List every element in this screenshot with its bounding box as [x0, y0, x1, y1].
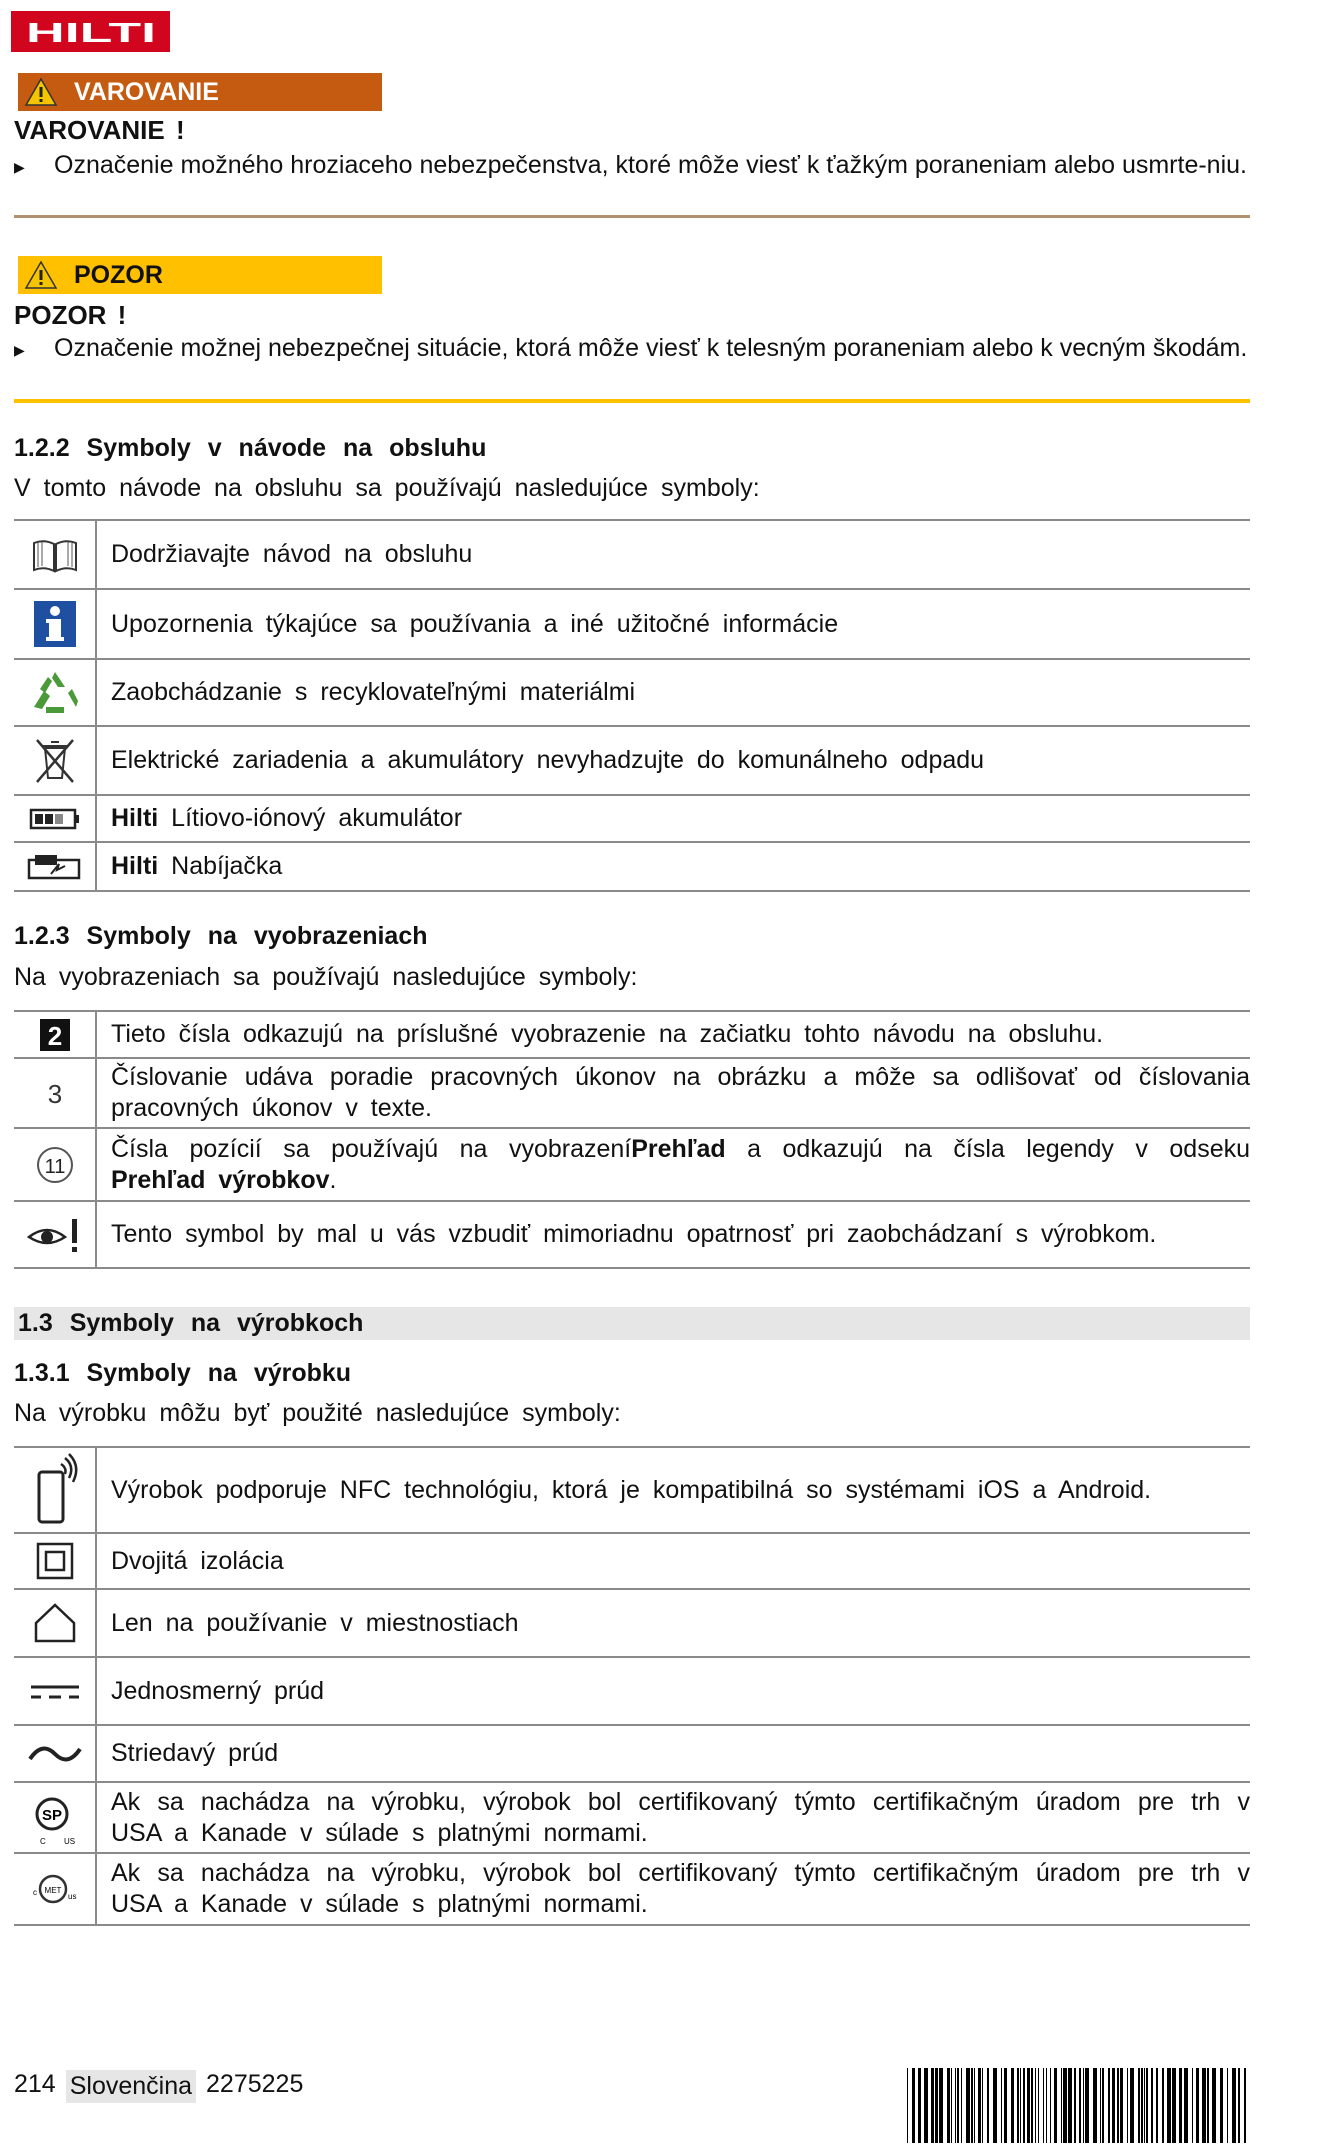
caution-banner-label: POZOR [74, 260, 163, 289]
barcode-icon [907, 2068, 1250, 2143]
symbol-description [96, 659, 1250, 726]
table-row [14, 1725, 1250, 1782]
barcode-bar [1184, 2068, 1188, 2143]
barcode-bar [1227, 2068, 1228, 2143]
doc-number: 2275225 [206, 2070, 304, 2098]
svg-text:C: C [39, 1836, 46, 1846]
caution-text: Označenie možnej nebezpečnej situácie, ktorá môže viesť k telesným poraneniam alebo k vecným škodám. [54, 334, 1248, 362]
barcode-bar [1011, 2068, 1014, 2143]
barcode-bar [1083, 2068, 1084, 2143]
symbol-description [96, 1058, 1250, 1128]
barcode-bar [1043, 2068, 1044, 2143]
barcode-bar [1196, 2068, 1199, 2143]
bold-text: Hilti [111, 804, 159, 832]
svg-text:us: us [67, 1892, 76, 1901]
barcode-bar [1244, 2068, 1246, 2143]
section-1-3-heading: 1.3 Symboly na výrobkoch [14, 1307, 1250, 1340]
barcode-bar [1192, 2068, 1193, 2143]
table-row [14, 589, 1250, 659]
barcode-bar [1238, 2068, 1240, 2143]
barcode-bar [1017, 2068, 1019, 2143]
text: Číslovanie udáva poradie pracovných úkonov na obrázku a môže sa odlišovať od číslovania pracovných úkonov v texte. [111, 1063, 1250, 1122]
barcode-bar [939, 2068, 943, 2143]
text: Lítiovo-iónový akumulátor [158, 804, 463, 832]
table-row [14, 1058, 1250, 1128]
recycle-icon [14, 659, 96, 726]
hilti-logo-icon [21, 19, 161, 45]
section-1-3-1-intro: Na výrobku môžu byť použité nasledujúce symboly: [14, 1399, 621, 1427]
section-1-2-2-heading: 1.2.2 Symboly v návode na obsluhu [14, 434, 487, 462]
table-row [14, 1533, 1250, 1589]
table-row [14, 1128, 1250, 1201]
barcode-bar [935, 2068, 938, 2143]
barcode-bar [1100, 2068, 1101, 2143]
svg-text:3: 3 [47, 1079, 62, 1110]
barcode-bar [982, 2068, 983, 2143]
barcode-bar [1004, 2068, 1007, 2143]
barcode-bar [1130, 2068, 1134, 2143]
crossed-bin-icon [14, 726, 96, 795]
barcode-bar [1050, 2068, 1051, 2143]
text: Jednosmerný prúd [111, 1676, 325, 1705]
section-1-2-3-heading: 1.2.3 Symboly na vyobrazeniach [14, 922, 428, 950]
barcode-bar [974, 2068, 975, 2143]
barcode-bar [1046, 2068, 1047, 2143]
warning-banner-label: VAROVANIE [74, 77, 219, 106]
barcode-bar [966, 2068, 970, 2143]
barcode-bar [1117, 2068, 1119, 2143]
barcode-bar [1151, 2068, 1153, 2143]
warning-triangle-icon [24, 260, 58, 290]
table-row [14, 659, 1250, 726]
bullet-arrow-icon: ▶ [14, 342, 25, 358]
bold-text: Hilti [111, 852, 159, 880]
text: Zaobchádzanie s recyklovateľnými materiálmi [111, 678, 636, 706]
met-mark-icon [14, 1853, 96, 1925]
svg-text:HILTI: HILTI [25, 18, 156, 45]
table-row [14, 520, 1250, 589]
symbol-description [96, 1782, 1250, 1853]
symbol-description [96, 842, 1250, 891]
alternating-current-icon [14, 1725, 96, 1782]
barcode-bar [1112, 2068, 1115, 2143]
barcode-bar [1001, 2068, 1002, 2143]
section-1-2-3-intro: Na vyobrazeniach sa používajú nasledujúce symboly: [14, 963, 638, 991]
table-row [14, 1447, 1250, 1533]
bold-text: Prehľad výrobkov [111, 1165, 330, 1194]
barcode-bar [1061, 2068, 1062, 2143]
barcode-bar [1054, 2068, 1057, 2143]
text: Ak sa nachádza na výrobku, výrobok bol certifikovaný týmto certifikačným úradom pre trh v USA a Kanade v súlade s platnými normami. [111, 1787, 1250, 1847]
barcode-bar [993, 2068, 997, 2143]
warning-bullet [14, 150, 1250, 183]
section-1-2-2-intro: V tomto návode na obsluhu sa používajú nasledujúce symboly: [14, 474, 760, 502]
barcode-bar [1068, 2068, 1072, 2143]
barcode-bar [924, 2068, 928, 2143]
barcode-bar [1063, 2068, 1067, 2143]
barcode-bar [947, 2068, 950, 2143]
table-row [14, 842, 1250, 891]
number-2-icon [14, 1011, 96, 1058]
text: Dodržiavajte návod na obsluhu [111, 540, 473, 568]
barcode-bar [931, 2068, 934, 2143]
number-3-icon [14, 1058, 96, 1128]
table-row [14, 1589, 1250, 1657]
page-footer [14, 2070, 303, 2103]
barcode-bar [1120, 2068, 1123, 2143]
barcode-bar [955, 2068, 956, 2143]
barcode-bar [1127, 2068, 1128, 2143]
csa-mark-icon [14, 1782, 96, 1853]
symbol-description [96, 1725, 1250, 1782]
book-icon [14, 520, 96, 589]
barcode-bar [1085, 2068, 1089, 2143]
barcode-bar [951, 2068, 952, 2143]
barcode-bar [1108, 2068, 1110, 2143]
barcode-bar [1038, 2068, 1039, 2143]
figure-symbols-table [14, 1010, 1250, 1269]
barcode-bar [1202, 2068, 1206, 2143]
barcode-bar [1156, 2068, 1158, 2143]
bold-text: Prehľad [631, 1134, 726, 1163]
svg-text:MET: MET [44, 1886, 61, 1895]
caution-divider [14, 399, 1250, 403]
barcode-bar [918, 2068, 921, 2143]
symbol-description [96, 1201, 1250, 1268]
text: Len na používanie v miestnostiach [111, 1608, 519, 1637]
nfc-phone-icon [14, 1447, 96, 1533]
barcode-bar [1220, 2068, 1223, 2143]
text: Elektrické zariadenia a akumulátory nevyhadzujte do komunálneho odpadu [111, 746, 985, 774]
table-row [14, 1657, 1250, 1725]
symbol-description [96, 1011, 1250, 1058]
barcode-bar [1079, 2068, 1081, 2143]
barcode-bar [1212, 2068, 1216, 2143]
table-row [14, 1853, 1250, 1925]
symbol-description [96, 1589, 1250, 1657]
charger-icon [14, 842, 96, 891]
symbol-description [96, 589, 1250, 659]
indoor-house-icon [14, 1589, 96, 1657]
svg-text:SP: SP [41, 1806, 62, 1824]
barcode-bar [987, 2068, 989, 2143]
warning-banner [18, 73, 382, 111]
barcode-bar [1074, 2068, 1076, 2143]
table-row [14, 1011, 1250, 1058]
barcode-bar [1179, 2068, 1182, 2143]
warning-divider [14, 215, 1250, 218]
text: Ak sa nachádza na výrobku, výrobok bol certifikovaný týmto certifikačným úradom pre trh v USA a Kanade v súlade s platnými normami. [111, 1859, 1250, 1918]
barcode-bar [1167, 2068, 1171, 2143]
barcode-bar [1027, 2068, 1030, 2143]
info-icon [14, 589, 96, 659]
svg-text:11: 11 [44, 1155, 65, 1178]
symbol-description [96, 1128, 1250, 1201]
footer-language: Slovenčina [66, 2070, 196, 2103]
barcode-bar [1035, 2068, 1036, 2143]
caution-banner [18, 256, 382, 294]
barcode-bar [1020, 2068, 1021, 2143]
section-1-3-1-heading: 1.3.1 Symboly na výrobku [14, 1359, 352, 1387]
table-row [14, 1201, 1250, 1268]
barcode-bar [1146, 2068, 1148, 2143]
warning-text: Označenie možného hroziaceho nebezpečenstva, ktoré môže viesť k ťažkým poraneniam alebo usmrte-niu. [54, 151, 1247, 179]
symbol-description [96, 1533, 1250, 1589]
symbol-description [96, 726, 1250, 795]
table-row [14, 795, 1250, 842]
eye-attention-icon [14, 1201, 96, 1268]
symbol-description [96, 1657, 1250, 1725]
bullet-arrow-icon: ▶ [14, 159, 25, 175]
table-row [14, 726, 1250, 795]
manual-symbols-table [14, 519, 1250, 892]
caution-bullet [14, 333, 1250, 366]
barcode-bar [978, 2068, 981, 2143]
text: Nabíjačka [158, 852, 283, 880]
barcode-bar [1232, 2068, 1236, 2143]
barcode-bar [1141, 2068, 1143, 2143]
barcode-bar [957, 2068, 959, 2143]
text: a odkazujú na čísla legendy v odseku [725, 1134, 1250, 1163]
text: . [329, 1165, 337, 1194]
caution-signal-word: POZOR ! [14, 300, 127, 330]
barcode-bar [971, 2068, 973, 2143]
svg-text:2: 2 [47, 1020, 62, 1051]
product-symbols-table [14, 1446, 1250, 1926]
barcode-bar [1023, 2068, 1025, 2143]
battery-icon [14, 795, 96, 842]
warning-signal-word: VAROVANIE ! [14, 115, 185, 145]
barcode-bar [1144, 2068, 1145, 2143]
page-number: 214 [14, 2070, 56, 2098]
text: Striedavý prúd [111, 1739, 279, 1767]
svg-text:US: US [63, 1836, 75, 1846]
barcode-bar [1031, 2068, 1033, 2143]
barcode-bar [912, 2068, 915, 2143]
table-row [14, 1782, 1250, 1853]
barcode-bar [907, 2068, 908, 2143]
text: Tieto čísla odkazujú na príslušné vyobrazenie na začiatku tohto návodu na obsluhu. [111, 1020, 1104, 1048]
text: Dvojitá izolácia [111, 1546, 284, 1575]
text: Upozornenia týkajúce sa používania a iné užitočné informácie [111, 609, 839, 638]
barcode-bar [1162, 2068, 1164, 2143]
barcode-bar [961, 2068, 962, 2143]
text: Čísla pozícií sa používajú na vyobrazení [111, 1134, 632, 1163]
barcode-bar [1102, 2068, 1104, 2143]
barcode-bar [1138, 2068, 1140, 2143]
svg-text:c: c [32, 1888, 37, 1897]
circled-11-icon [14, 1128, 96, 1201]
barcode-bar [1207, 2068, 1209, 2143]
text: Tento symbol by mal u vás vzbudiť mimoriadnu opatrnosť pri zaobchádzaní s výrobkom. [111, 1220, 1157, 1248]
symbol-description [96, 1853, 1250, 1925]
warning-triangle-icon [24, 77, 58, 107]
text: Výrobok podporuje NFC technológiu, ktorá je kompatibilná so systémami iOS a Android. [111, 1475, 1152, 1504]
direct-current-icon [14, 1657, 96, 1725]
barcode-bar [1172, 2068, 1176, 2143]
barcode-bar [1093, 2068, 1097, 2143]
double-insulation-icon [14, 1533, 96, 1589]
symbol-description [96, 795, 1250, 842]
symbol-description [96, 1447, 1250, 1533]
hilti-logo [11, 11, 170, 52]
symbol-description [96, 520, 1250, 589]
